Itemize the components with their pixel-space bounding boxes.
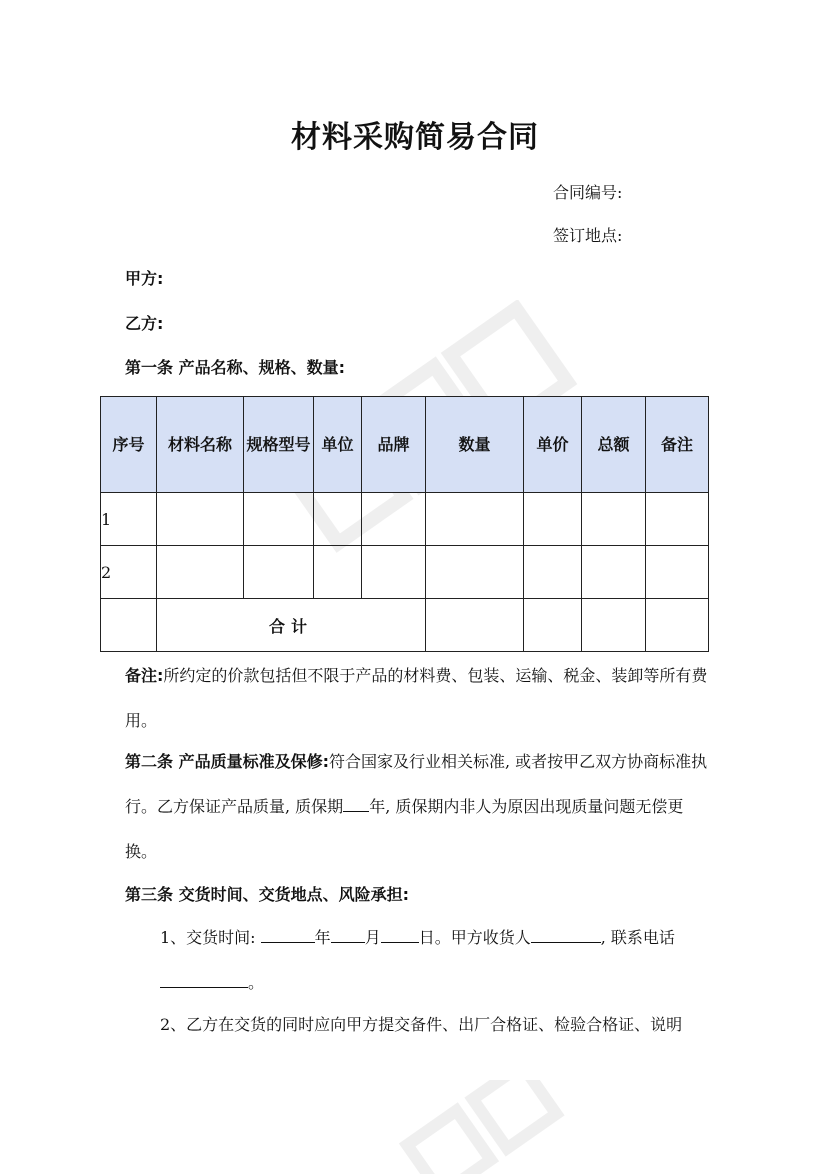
table-cell[interactable] xyxy=(524,599,582,652)
table-cell[interactable] xyxy=(582,493,646,546)
row-seq: 2 xyxy=(101,546,157,599)
table-cell[interactable] xyxy=(426,493,524,546)
table-row xyxy=(101,493,709,546)
table-cell[interactable] xyxy=(157,493,244,546)
note-text: 所约定的价款包括但不限于产品的材料费、包装、运输、税金、装卸等所有费用。 xyxy=(125,666,708,730)
table-cell[interactable] xyxy=(362,546,426,599)
party-b-label: 乙方: xyxy=(125,314,164,333)
warranty-years-blank[interactable] xyxy=(343,793,369,812)
header-remarks: 备注 xyxy=(646,397,709,493)
header-quantity: 数量 xyxy=(426,397,524,493)
table-cell[interactable] xyxy=(362,493,426,546)
table-row xyxy=(101,546,709,599)
clause-3-heading: 第三条 交货时间、交货地点、风险承担: xyxy=(125,885,409,904)
table-cell[interactable] xyxy=(524,546,582,599)
clause-2-paragraph xyxy=(125,739,715,874)
note-label: 备注: xyxy=(125,666,164,685)
table-cell[interactable] xyxy=(314,493,362,546)
clause-2-text-2: 年, 质保期内非人为原因出现质量问题无偿更换。 xyxy=(125,797,684,861)
header-unit-price: 单价 xyxy=(524,397,582,493)
delivery-year-blank[interactable] xyxy=(261,924,315,943)
clause-3-item-1 xyxy=(160,915,715,1005)
clause-1-heading: 第一条 产品名称、规格、数量: xyxy=(125,358,345,377)
clause-2-heading: 第二条 产品质量标准及保修: xyxy=(125,752,329,771)
phone-blank[interactable] xyxy=(160,969,248,988)
materials-table xyxy=(100,396,709,652)
header-material-name: 材料名称 xyxy=(157,397,244,493)
table-cell[interactable] xyxy=(244,546,314,599)
table-cell[interactable] xyxy=(157,546,244,599)
phone-label: , 联系电话 xyxy=(600,928,675,947)
party-a-label: 甲方: xyxy=(125,269,164,288)
table-cell[interactable] xyxy=(646,493,709,546)
table-cell[interactable] xyxy=(426,546,524,599)
total-label: 合计 xyxy=(157,599,426,652)
document-title: 材料采购简易合同 xyxy=(291,120,539,155)
delivery-day-blank[interactable] xyxy=(381,924,419,943)
table-cell[interactable] xyxy=(582,599,646,652)
table-cell xyxy=(101,599,157,652)
delivery-time-label: 1、交货时间: xyxy=(160,928,256,947)
table-cell[interactable] xyxy=(646,546,709,599)
month-label: 月 xyxy=(364,928,381,947)
header-brand: 品牌 xyxy=(362,397,426,493)
delivery-month-blank[interactable] xyxy=(331,924,365,943)
header-unit: 单位 xyxy=(314,397,362,493)
table-total-row xyxy=(101,599,709,652)
receiver-blank[interactable] xyxy=(531,924,601,943)
table-cell[interactable] xyxy=(314,546,362,599)
note-paragraph xyxy=(125,653,715,743)
clause-2-text-1: 符合国家及行业相关标准, 或者按甲乙双方协商标准执行。乙方保证产品质量, 质保期 xyxy=(125,752,708,816)
table-cell[interactable] xyxy=(426,599,524,652)
row-seq: 1 xyxy=(101,493,157,546)
contract-number-label: 合同编号: xyxy=(553,183,623,202)
table-cell[interactable] xyxy=(582,546,646,599)
header-spec-model: 规格型号 xyxy=(244,397,314,493)
sentence-end: 。 xyxy=(248,973,265,992)
day-receiver-label: 日。甲方收货人 xyxy=(418,928,531,947)
header-seq: 序号 xyxy=(101,397,157,493)
sign-place-label: 签订地点: xyxy=(553,226,623,245)
watermark-icon-bottom xyxy=(380,1080,580,1174)
table-header-row xyxy=(101,397,709,493)
table-cell[interactable] xyxy=(244,493,314,546)
table-cell[interactable] xyxy=(646,599,709,652)
table-cell[interactable] xyxy=(524,493,582,546)
clause-3-item-2: 2、乙方在交货的同时应向甲方提交备件、出厂合格证、检验合格证、说明 xyxy=(160,1015,683,1034)
year-label: 年 xyxy=(314,928,331,947)
header-total-amount: 总额 xyxy=(582,397,646,493)
